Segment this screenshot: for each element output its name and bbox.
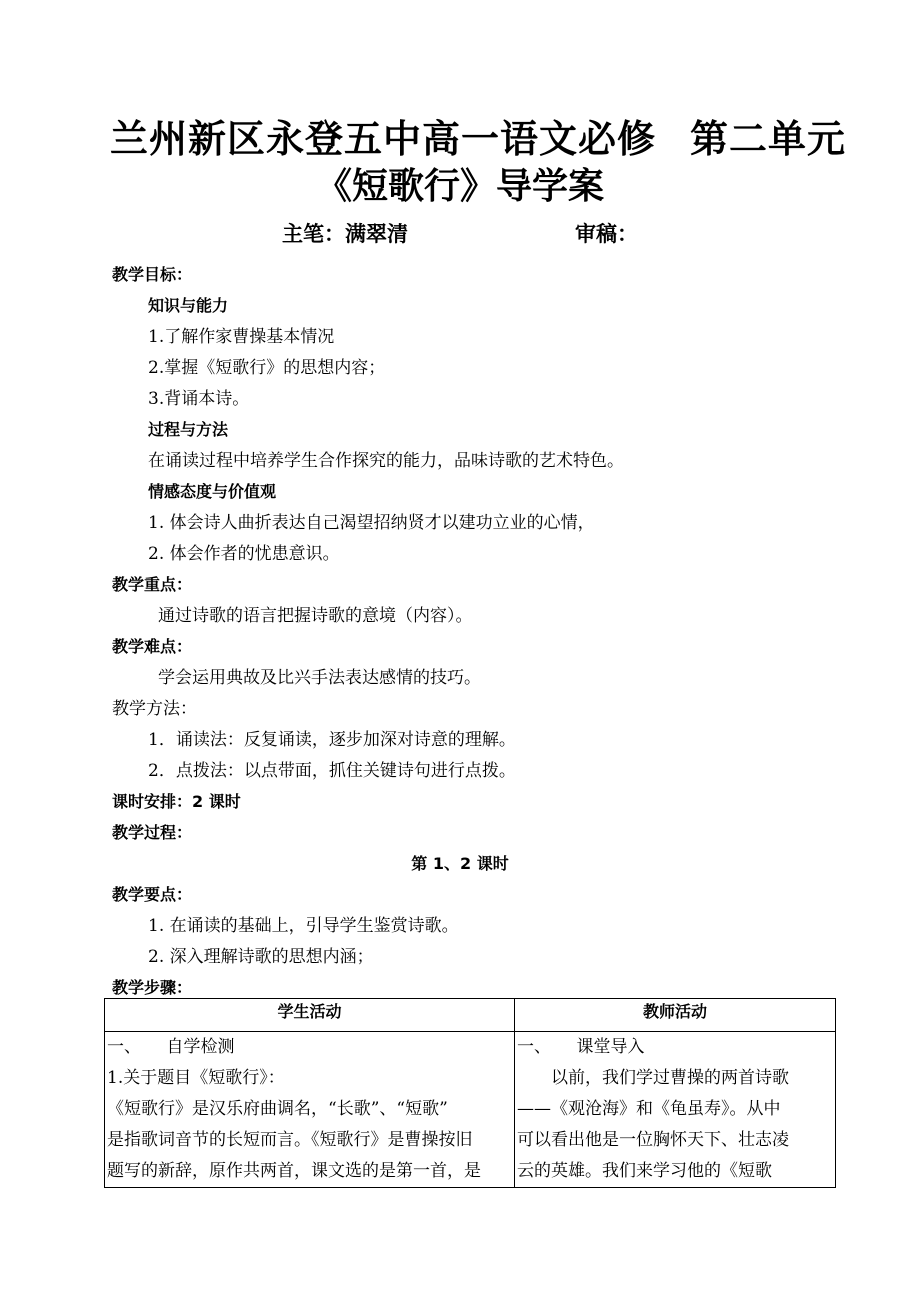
student-line: 《短歌行》是汉乐府曲调名，“长歌”、“短歌” <box>107 1099 448 1119</box>
method-item: 1．诵读法：反复诵读，逐步加深对诗意的理解。 <box>148 730 516 750</box>
key-points-heading: 教学重点： <box>112 575 193 594</box>
reviewer: 审稿： <box>575 222 638 246</box>
steps-table <box>104 998 836 1188</box>
table-row <box>105 1032 836 1188</box>
process-overall-heading: 教学过程： <box>112 823 193 842</box>
author: 主笔：满翠清 <box>282 222 408 246</box>
teacher-line: 云的英雄。我们来学习他的《短歌 <box>517 1161 772 1181</box>
teacher-activity-cell <box>515 1032 836 1188</box>
col-teacher-header: 教师活动 <box>515 999 836 1032</box>
schedule: 课时安排：2 课时 <box>112 792 241 811</box>
essentials-heading: 教学要点： <box>112 885 193 904</box>
emotion-item: 2. 体会作者的忧患意识。 <box>148 544 340 564</box>
col-student-header: 学生活动 <box>105 999 515 1032</box>
teacher-line: 以前，我们学过曹操的两首诗歌 <box>551 1068 789 1088</box>
process-heading: 过程与方法 <box>148 420 229 439</box>
title-part1: 兰州新区永登五中高一语文必修 <box>110 117 657 161</box>
key-points-text: 通过诗歌的语言把握诗歌的意境（内容）。 <box>158 606 473 626</box>
teacher-line: ——《观沧海》和《龟虽寿》。从中 <box>517 1099 781 1119</box>
teacher-line: 可以看出他是一位胸怀天下、壮志凌 <box>517 1130 789 1150</box>
student-line: 是指歌词音节的长短而言。《短歌行》是曹操按旧 <box>107 1130 473 1150</box>
essential-item: 2. 深入理解诗歌的思想内涵； <box>148 947 374 967</box>
method-item: 2．点拨法：以点带面，抓住关键诗句进行点拨。 <box>148 761 516 781</box>
objectives-heading: 教学目标： <box>112 265 193 284</box>
lesson-title: 第 1、2 课时 <box>411 854 509 873</box>
table-header-row <box>105 999 836 1032</box>
document-subtitle: 《短歌行》导学案 <box>315 166 604 207</box>
knowledge-item: 2.掌握《短歌行》的思想内容； <box>148 358 386 378</box>
student-activity-cell <box>105 1032 515 1188</box>
essential-item: 1. 在诵读的基础上，引导学生鉴赏诗歌。 <box>148 916 459 936</box>
teacher-line: 一、 课堂导入 <box>517 1037 645 1057</box>
student-line: 题写的新辞，原作共两首，课文选的是第一首，是 <box>107 1161 481 1181</box>
author-line <box>282 218 638 248</box>
emotion-heading: 情感态度与价值观 <box>148 482 277 501</box>
knowledge-item: 1.了解作家曹操基本情况 <box>148 327 335 347</box>
title-part2: 第二单元 <box>690 117 847 161</box>
student-line: 一、 自学检测 <box>107 1037 235 1057</box>
difficulties-heading: 教学难点： <box>112 637 193 656</box>
knowledge-item: 3.背诵本诗。 <box>148 389 250 409</box>
emotion-item: 1. 体会诗人曲折表达自己渴望招纳贤才以建功立业的心情， <box>148 513 595 533</box>
steps-heading: 教学步骤： <box>112 978 193 997</box>
student-line: 1.关于题目《短歌行》： <box>107 1068 285 1088</box>
process-text: 在诵读过程中培养学生合作探究的能力，品味诗歌的艺术特色。 <box>148 451 624 471</box>
document-title <box>110 108 847 163</box>
methods-heading: 教学方法： <box>112 699 197 719</box>
knowledge-heading: 知识与能力 <box>148 296 229 315</box>
difficulties-text: 学会运用典故及比兴手法表达感情的技巧。 <box>158 668 481 688</box>
